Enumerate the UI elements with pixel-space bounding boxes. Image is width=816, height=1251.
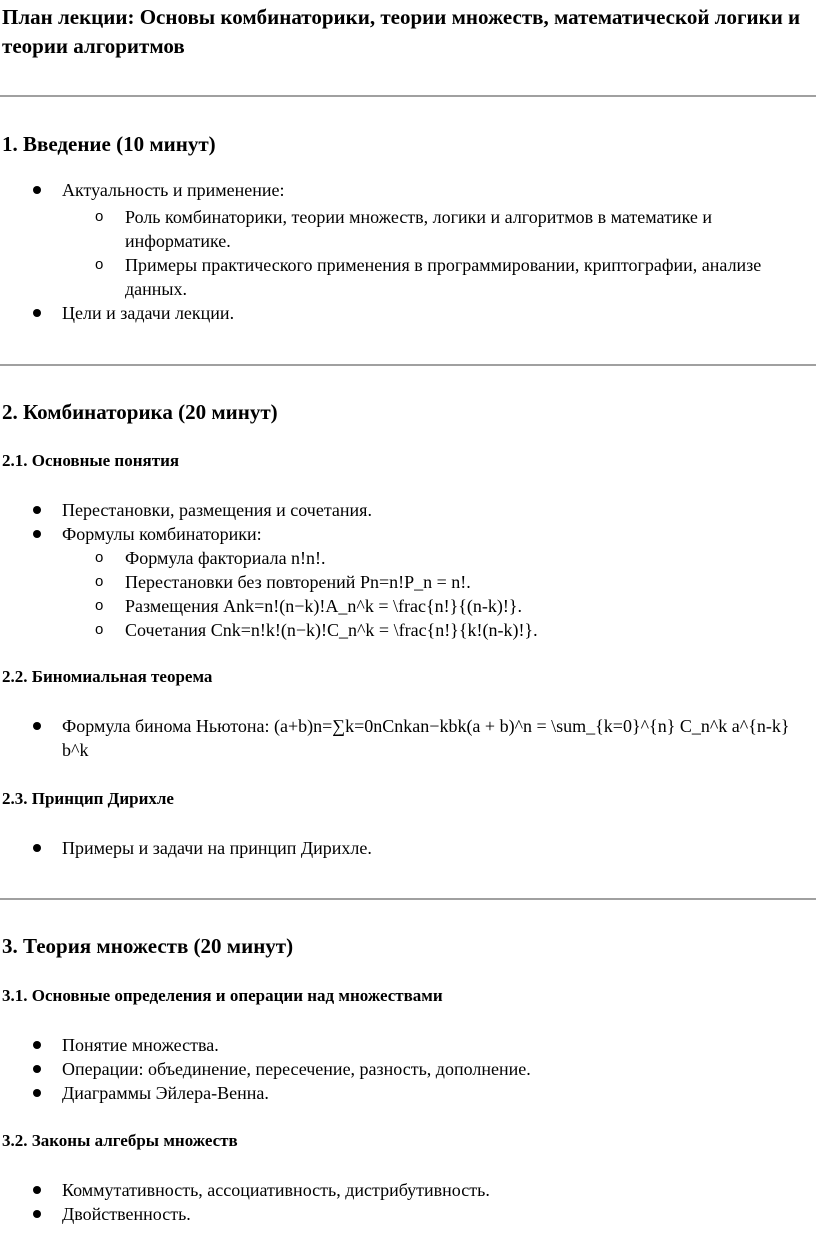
bullet-icon xyxy=(33,844,41,852)
list-item: Формула бинома Ньютона: (a+b)n=∑k=0nCnkan−kbk(a + b)^n = \sum_{k=0}^{n} C_n^k a^{n-k} b^k xyxy=(62,716,790,760)
sub-bullet-icon: o xyxy=(95,597,104,614)
horizontal-divider xyxy=(0,364,816,366)
sub-bullet-icon: o xyxy=(95,573,104,590)
subsection-heading: 3.1. Основные определения и операции над множествами xyxy=(2,986,443,1005)
list-item: Примеры и задачи на принцип Дирихле. xyxy=(62,838,372,858)
document-title: План лекции: Основы комбинаторики, теории множеств, математической логики и теории алгоритмов xyxy=(2,5,801,58)
bullet-icon xyxy=(33,1089,41,1097)
bullet-icon xyxy=(33,530,41,538)
bullet-icon xyxy=(33,722,41,730)
section-heading: 1. Введение (10 минут) xyxy=(2,132,216,156)
bullet-icon xyxy=(33,1186,41,1194)
sub-list-item: Перестановки без повторений Pn=n!P_n = n!. xyxy=(125,572,471,592)
bullet-icon xyxy=(33,309,41,317)
subsection-heading: 2.3. Принцип Дирихле xyxy=(2,789,174,808)
bullet-icon xyxy=(33,1041,41,1049)
sub-bullet-icon: o xyxy=(95,256,104,273)
bullet-icon xyxy=(33,1065,41,1073)
sub-list-item: Формула факториала n!n!. xyxy=(125,548,326,568)
list-item: Цели и задачи лекции. xyxy=(62,303,235,323)
section-heading: 3. Теория множеств (20 минут) xyxy=(2,934,294,958)
sub-bullet-icon: o xyxy=(95,621,104,638)
sub-list-item: Примеры практического применения в программировании, криптографии, анализе данных. xyxy=(125,255,762,299)
subsection-heading: 2.2. Биномиальная теорема xyxy=(2,667,213,686)
sub-list-item: Размещения Ank=n!(n−k)!A_n^k = \frac{n!}{(n-k)!}. xyxy=(125,596,523,616)
bullet-icon xyxy=(33,506,41,514)
bullet-icon xyxy=(33,1210,41,1218)
sub-bullet-icon: o xyxy=(95,549,104,566)
list-item: Формулы комбинаторики: xyxy=(62,524,262,544)
list-item: Диаграммы Эйлера-Венна. xyxy=(62,1083,269,1103)
list-item: Операции: объединение, пересечение, разность, дополнение. xyxy=(62,1059,531,1079)
horizontal-divider xyxy=(0,95,816,97)
list-item: Двойственность. xyxy=(62,1204,191,1224)
list-item: Перестановки, размещения и сочетания. xyxy=(62,500,372,520)
sub-list-item: Сочетания Cnk=n!k!(n−k)!C_n^k = \frac{n!}{k!(n-k)!}. xyxy=(125,620,538,640)
list-item: Коммутативность, ассоциативность, дистрибутивность. xyxy=(62,1180,490,1200)
horizontal-divider xyxy=(0,898,816,900)
subsection-heading: 2.1. Основные понятия xyxy=(2,451,180,470)
section-heading: 2. Комбинаторика (20 минут) xyxy=(2,400,278,424)
list-item: Понятие множества. xyxy=(62,1035,219,1055)
sub-list-item: Роль комбинаторики, теории множеств, логики и алгоритмов в математике и информатике. xyxy=(125,207,712,251)
sub-bullet-icon: o xyxy=(95,208,104,225)
list-item: Актуальность и применение: xyxy=(62,180,285,200)
bullet-icon xyxy=(33,186,41,194)
subsection-heading: 3.2. Законы алгебры множеств xyxy=(2,1131,238,1150)
